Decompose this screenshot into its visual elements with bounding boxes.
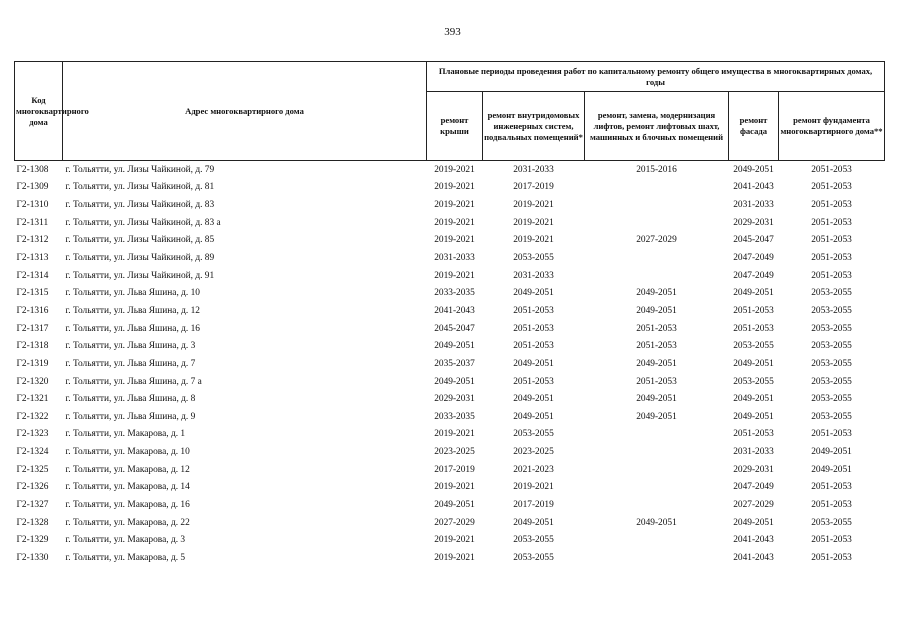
table-row (15, 390, 885, 408)
row-lifts: 2051-2053 (636, 323, 677, 334)
row-roof: 2019-2021 (434, 270, 475, 281)
row-lifts (585, 267, 729, 285)
row-systems: 2017-2019 (513, 182, 554, 193)
row-roof: 2033-2035 (434, 288, 475, 299)
row-code: Г2-1319 (16, 358, 49, 369)
table-row (15, 373, 885, 391)
row-roof: 2041-2043 (434, 305, 475, 316)
row-lifts (585, 443, 729, 461)
header-code: Код многоквартирного дома (15, 62, 63, 161)
row-roof: 2017-2019 (434, 464, 475, 475)
table-body (15, 161, 885, 567)
row-systems: 2023-2025 (513, 447, 554, 458)
row-facade: 2053-2055 (733, 341, 774, 352)
header-facade: ремонт фасада (729, 92, 779, 161)
row-facade: 2045-2047 (733, 235, 774, 246)
row-lifts (585, 426, 729, 444)
row-roof: 2031-2033 (434, 253, 475, 264)
row-foundation: 2051-2053 (811, 482, 852, 493)
row-systems: 2019-2021 (513, 482, 554, 493)
row-foundation: 2051-2053 (811, 552, 852, 563)
row-facade: 2049-2051 (733, 394, 774, 405)
row-lifts: 2049-2051 (636, 358, 677, 369)
row-lifts: 2051-2053 (636, 341, 677, 352)
row-systems: 2053-2055 (513, 535, 554, 546)
row-foundation: 2051-2053 (811, 535, 852, 546)
row-address: г. Тольятти, ул. Лизы Чайкиной, д. 81 (65, 182, 215, 193)
row-lifts: 2027-2029 (636, 235, 677, 246)
row-code: Г2-1314 (16, 270, 49, 281)
header-address: Адрес многоквартирного дома (63, 62, 427, 161)
table-row (15, 355, 885, 373)
row-foundation: 2053-2055 (811, 517, 852, 528)
row-facade: 2041-2043 (733, 182, 774, 193)
row-facade: 2047-2049 (733, 253, 774, 264)
row-facade: 2031-2033 (733, 200, 774, 211)
row-code: Г2-1330 (16, 552, 49, 563)
row-code: Г2-1327 (16, 499, 49, 510)
table-row (15, 514, 885, 532)
table-row (15, 443, 885, 461)
row-roof: 2019-2021 (434, 482, 475, 493)
row-address: г. Тольятти, ул. Льва Яшина, д. 8 (65, 394, 196, 405)
table-row (15, 320, 885, 338)
row-systems: 2051-2053 (513, 341, 554, 352)
row-systems: 2049-2051 (513, 394, 554, 405)
row-address: г. Тольятти, ул. Макарова, д. 3 (65, 535, 186, 546)
row-foundation: 2053-2055 (811, 376, 852, 387)
header-roof: ремонт крыши (427, 92, 483, 161)
row-foundation: 2051-2053 (811, 253, 852, 264)
row-facade: 2051-2053 (733, 323, 774, 334)
row-roof: 2019-2021 (434, 552, 475, 563)
row-facade: 2029-2031 (733, 464, 774, 475)
row-roof: 2035-2037 (434, 358, 475, 369)
row-lifts (585, 214, 729, 232)
table-row (15, 161, 885, 179)
row-systems: 2019-2021 (513, 235, 554, 246)
row-code: Г2-1328 (16, 517, 49, 528)
row-facade: 2047-2049 (733, 482, 774, 493)
row-lifts: 2051-2053 (636, 376, 677, 387)
row-lifts: 2015-2016 (636, 164, 677, 175)
row-address: г. Тольятти, ул. Макарова, д. 16 (65, 499, 190, 510)
row-systems: 2049-2051 (513, 517, 554, 528)
row-systems: 2031-2033 (513, 164, 554, 175)
row-address: г. Тольятти, ул. Льва Яшина, д. 16 (65, 323, 200, 334)
row-address: г. Тольятти, ул. Льва Яшина, д. 7 (65, 358, 196, 369)
row-code: Г2-1308 (16, 164, 49, 175)
row-code: Г2-1312 (16, 235, 49, 246)
row-systems: 2049-2051 (513, 288, 554, 299)
table-row (15, 249, 885, 267)
row-lifts (585, 531, 729, 549)
row-lifts: 2049-2051 (636, 517, 677, 528)
table-row (15, 531, 885, 549)
header-lifts: ремонт, замена, модернизация лифтов, ремонт лифтовых шахт, машинных и блочных помещений (585, 92, 729, 161)
table-row (15, 461, 885, 479)
row-systems: 2051-2053 (513, 323, 554, 334)
row-systems: 2017-2019 (513, 499, 554, 510)
row-lifts (585, 479, 729, 497)
row-facade: 2049-2051 (733, 517, 774, 528)
row-facade: 2029-2031 (733, 217, 774, 228)
row-lifts: 2049-2051 (636, 305, 677, 316)
row-address: г. Тольятти, ул. Лизы Чайкиной, д. 91 (65, 270, 215, 281)
row-facade: 2049-2051 (733, 164, 774, 175)
row-address: г. Тольятти, ул. Льва Яшина, д. 10 (65, 288, 200, 299)
row-foundation: 2051-2053 (811, 182, 852, 193)
row-code: Г2-1310 (16, 200, 49, 211)
row-code: Г2-1321 (16, 394, 49, 405)
row-foundation: 2053-2055 (811, 341, 852, 352)
row-facade: 2049-2051 (733, 411, 774, 422)
row-systems: 2053-2055 (513, 552, 554, 563)
row-address: г. Тольятти, ул. Лизы Чайкиной, д. 85 (65, 235, 215, 246)
row-code: Г2-1320 (16, 376, 49, 387)
row-foundation: 2053-2055 (811, 411, 852, 422)
row-facade: 2031-2033 (733, 447, 774, 458)
row-address: г. Тольятти, ул. Льва Яшина, д. 7 а (65, 376, 202, 387)
row-systems: 2053-2055 (513, 429, 554, 440)
header-systems: ремонт внутридомовых инженерных систем, подвальных помещений* (483, 92, 585, 161)
row-lifts (585, 249, 729, 267)
row-address: г. Тольятти, ул. Льва Яшина, д. 3 (65, 341, 196, 352)
row-foundation: 2053-2055 (811, 305, 852, 316)
table-row (15, 196, 885, 214)
header-foundation: ремонт фундамента многоквартирного дома** (779, 92, 885, 161)
row-foundation: 2051-2053 (811, 429, 852, 440)
row-facade: 2041-2043 (733, 552, 774, 563)
table-row (15, 302, 885, 320)
row-facade: 2049-2051 (733, 358, 774, 369)
row-roof: 2019-2021 (434, 235, 475, 246)
row-facade: 2049-2051 (733, 288, 774, 299)
row-foundation: 2049-2051 (811, 447, 852, 458)
row-facade: 2041-2043 (733, 535, 774, 546)
row-code: Г2-1323 (16, 429, 49, 440)
header-periods-group: Плановые периоды проведения работ по капитальному ремонту общего имущества в многоквартирных домах, годы (427, 62, 885, 92)
row-lifts (585, 461, 729, 479)
row-foundation: 2053-2055 (811, 323, 852, 334)
row-roof: 2045-2047 (434, 323, 475, 334)
row-address: г. Тольятти, ул. Лизы Чайкиной, д. 83 а (65, 217, 221, 228)
row-roof: 2019-2021 (434, 164, 475, 175)
row-roof: 2019-2021 (434, 429, 475, 440)
row-lifts: 2049-2051 (636, 288, 677, 299)
table-row (15, 337, 885, 355)
table-row (15, 426, 885, 444)
row-systems: 2031-2033 (513, 270, 554, 281)
table-header (15, 62, 885, 161)
row-code: Г2-1325 (16, 464, 49, 475)
table-row (15, 408, 885, 426)
row-systems: 2019-2021 (513, 217, 554, 228)
row-facade: 2051-2053 (733, 305, 774, 316)
row-address: г. Тольятти, ул. Макарова, д. 22 (65, 517, 190, 528)
row-address: г. Тольятти, ул. Макарова, д. 5 (65, 552, 186, 563)
row-address: г. Тольятти, ул. Макарова, д. 12 (65, 464, 190, 475)
table-row (15, 479, 885, 497)
table-row (15, 214, 885, 232)
table-row (15, 232, 885, 250)
row-code: Г2-1322 (16, 411, 49, 422)
row-lifts (585, 179, 729, 197)
row-lifts (585, 549, 729, 567)
repair-schedule-table (14, 61, 885, 567)
row-lifts: 2049-2051 (636, 411, 677, 422)
row-roof: 2049-2051 (434, 499, 475, 510)
row-foundation: 2053-2055 (811, 358, 852, 369)
row-code: Г2-1311 (16, 217, 49, 228)
table-row (15, 267, 885, 285)
row-address: г. Тольятти, ул. Лизы Чайкиной, д. 83 (65, 200, 215, 211)
row-lifts (585, 196, 729, 214)
row-roof: 2019-2021 (434, 535, 475, 546)
row-foundation: 2051-2053 (811, 164, 852, 175)
row-code: Г2-1317 (16, 323, 49, 334)
row-code: Г2-1329 (16, 535, 49, 546)
row-foundation: 2051-2053 (811, 217, 852, 228)
page-number: 393 (444, 26, 461, 38)
row-foundation: 2053-2055 (811, 288, 852, 299)
row-code: Г2-1316 (16, 305, 49, 316)
table-row (15, 496, 885, 514)
row-foundation: 2051-2053 (811, 200, 852, 211)
table-row (15, 284, 885, 302)
row-foundation: 2051-2053 (811, 499, 852, 510)
row-address: г. Тольятти, ул. Макарова, д. 14 (65, 482, 190, 493)
row-address: г. Тольятти, ул. Макарова, д. 10 (65, 447, 190, 458)
row-foundation: 2051-2053 (811, 235, 852, 246)
row-systems: 2049-2051 (513, 411, 554, 422)
row-code: Г2-1324 (16, 447, 49, 458)
row-address: г. Тольятти, ул. Льва Яшина, д. 9 (65, 411, 196, 422)
row-address: г. Тольятти, ул. Лизы Чайкиной, д. 79 (65, 164, 215, 175)
row-code: Г2-1326 (16, 482, 49, 493)
row-code: Г2-1315 (16, 288, 49, 299)
row-lifts: 2049-2051 (636, 394, 677, 405)
row-address: г. Тольятти, ул. Лизы Чайкиной, д. 89 (65, 253, 215, 264)
row-systems: 2051-2053 (513, 305, 554, 316)
row-roof: 2033-2035 (434, 411, 475, 422)
row-facade: 2053-2055 (733, 376, 774, 387)
row-lifts (585, 496, 729, 514)
row-systems: 2049-2051 (513, 358, 554, 369)
row-address: г. Тольятти, ул. Макарова, д. 1 (65, 429, 186, 440)
row-facade: 2051-2053 (733, 429, 774, 440)
row-roof: 2019-2021 (434, 200, 475, 211)
row-systems: 2019-2021 (513, 200, 554, 211)
row-systems: 2051-2053 (513, 376, 554, 387)
row-facade: 2027-2029 (733, 499, 774, 510)
row-foundation: 2053-2055 (811, 394, 852, 405)
row-roof: 2023-2025 (434, 447, 475, 458)
row-roof: 2019-2021 (434, 217, 475, 228)
row-systems: 2053-2055 (513, 253, 554, 264)
row-foundation: 2051-2053 (811, 270, 852, 281)
table-row (15, 549, 885, 567)
row-foundation: 2049-2051 (811, 464, 852, 475)
row-roof: 2019-2021 (434, 182, 475, 193)
row-code: Г2-1313 (16, 253, 49, 264)
row-roof: 2049-2051 (434, 376, 475, 387)
row-code: Г2-1318 (16, 341, 49, 352)
row-code: Г2-1309 (16, 182, 49, 193)
row-address: г. Тольятти, ул. Льва Яшина, д. 12 (65, 305, 200, 316)
row-roof: 2027-2029 (434, 517, 475, 528)
row-facade: 2047-2049 (733, 270, 774, 281)
row-roof: 2029-2031 (434, 394, 475, 405)
row-systems: 2021-2023 (513, 464, 554, 475)
table-row (15, 179, 885, 197)
row-roof: 2049-2051 (434, 341, 475, 352)
